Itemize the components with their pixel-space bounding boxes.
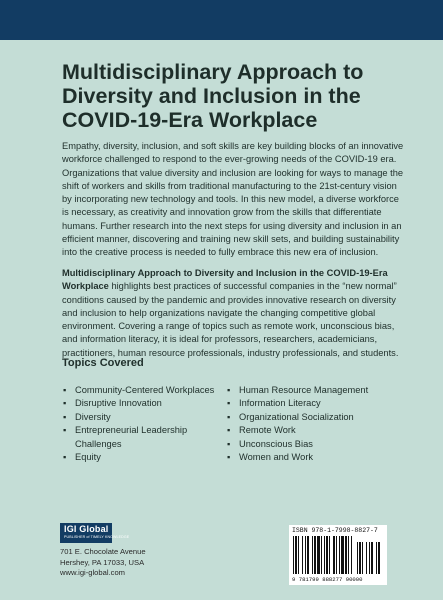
isbn-barcode: [289, 525, 387, 585]
topics-list-right: [226, 384, 396, 464]
publisher-website: www.igi-global.com: [60, 568, 125, 578]
bullet-icon: ▪: [227, 438, 231, 449]
isbn-text: ISBN 978-1-7998-8827-7: [292, 527, 378, 534]
bullet-icon: ▪: [227, 385, 231, 395]
bullet-icon: ▪: [63, 452, 67, 463]
paragraph-2-text: highlights best practices of successful companies in the “new normal” conditions caused by the pandemic and provides innovative research on diversity and inclusion to help organizations navigate the changing competitive global environment. Covering a range of topics such as remote work, unconscious bias, and information literacy, it is ideal for professors, researchers, academicians, practitioners, human resource professionals, industry professionals, and students.: [62, 281, 399, 358]
book-title: Multidisciplinary Approach to Diversity and Inclusion in the COVID-19-Era Workplace: [62, 60, 364, 132]
topic-item: [226, 438, 396, 451]
topic-label: Diversity: [75, 411, 111, 422]
topic-label: Disruptive Innovation: [75, 398, 162, 409]
topic-item: [62, 411, 232, 424]
bullet-icon: ▪: [63, 411, 67, 422]
barcode-addon: 90000: [345, 576, 363, 583]
topics-list-left: [62, 384, 232, 464]
topic-label: Remote Work: [239, 425, 296, 436]
topic-item: [226, 424, 396, 437]
bullet-icon: ▪: [227, 425, 231, 436]
paragraph-2-title: Multidisciplinary Approach to Diversity and Inclusion in the COVID-19-Era Workplace: [62, 268, 388, 292]
publisher-logo: [60, 523, 130, 543]
topic-item: [62, 397, 232, 410]
topic-label: Organizational Socialization: [239, 411, 354, 422]
bullet-icon: ▪: [227, 411, 231, 422]
topic-label: Entrepreneurial Leadership Challenges: [75, 425, 188, 449]
description-paragraph-2: [62, 267, 407, 360]
barcode-bars: [293, 536, 383, 576]
topic-item: [226, 397, 396, 410]
topic-item: [62, 424, 232, 451]
barcode-digits: [292, 576, 363, 583]
bullet-icon: ▪: [63, 425, 67, 436]
barcode-number: 9 781799 888277: [292, 576, 343, 583]
topic-item: [62, 384, 232, 397]
topic-label: Equity: [75, 452, 101, 463]
bullet-icon: ▪: [63, 398, 67, 409]
topic-label: Unconscious Bias: [239, 438, 313, 449]
bullet-icon: ▪: [227, 452, 231, 463]
bullet-icon: ▪: [227, 398, 231, 409]
address-line-2: Hershey, PA 17033, USA: [60, 557, 145, 567]
logo-tagline: PUBLISHER of TIMELY KNOWLEDGE: [64, 535, 130, 539]
topic-item: [62, 451, 232, 464]
topics-heading: Topics Covered: [62, 357, 144, 369]
address-line-1: 701 E. Chocolate Avenue: [60, 547, 146, 556]
topic-label: Human Resource Management: [239, 385, 369, 395]
topic-item: [226, 451, 396, 464]
bullet-icon: ▪: [63, 385, 67, 395]
publisher-address: [60, 547, 146, 579]
logo-wordmark: IGI Global: [64, 524, 109, 534]
topic-item: [226, 384, 396, 397]
description-paragraph-1: Empathy, diversity, inclusion, and soft skills are key building blocks of an innovative workforce challenged to respond to the ever-growing needs of the COVID-19 era. Organizations that value diversity and inclusion are looking for ways to manage the shift of workers and skills from traditional manufacturing to the 21st-century vision by incorporating new technology and tools. In this new model, a diverse workforce is necessary, as creativity and innovation grow from the skills that differentiate humans. Further research into the next steps for using diversity and inclusion in an efficient manner, discovering and training new skill sets, and building sustainability into the creative process is needed to fully embrace this new era of inclusion.: [62, 141, 404, 258]
topic-label: Women and Work: [239, 452, 314, 463]
topic-label: Information Literacy: [239, 398, 321, 409]
topic-label: Community-Centered Workplaces: [75, 385, 215, 395]
top-color-band: [0, 0, 443, 40]
topic-item: [226, 411, 396, 424]
